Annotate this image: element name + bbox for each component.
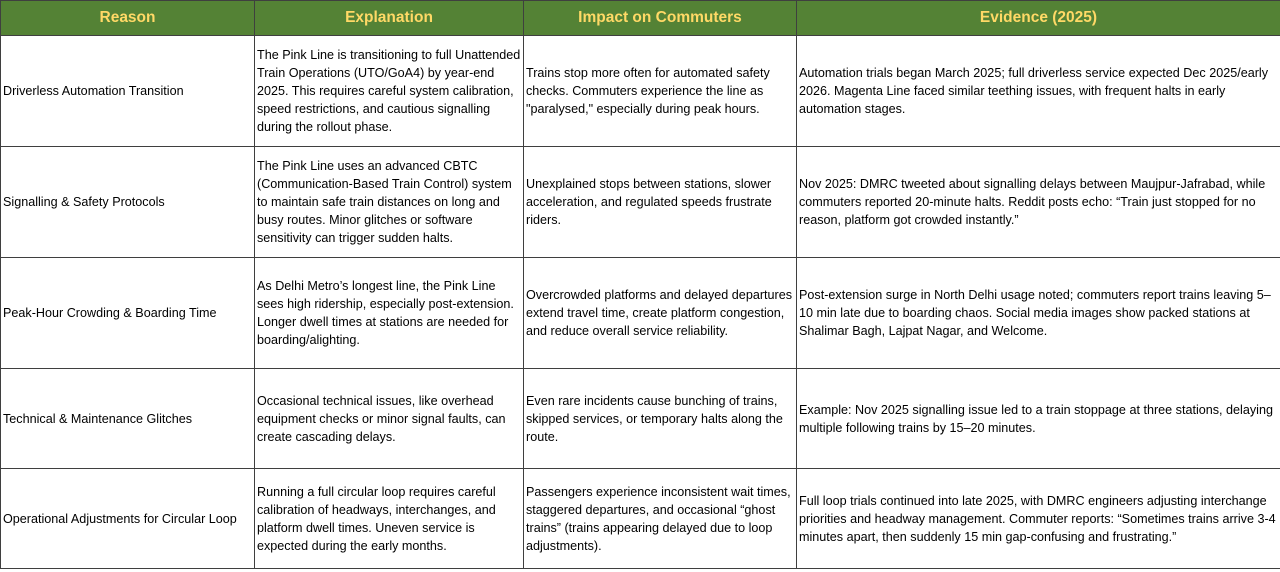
impact-cell: Trains stop more often for automated safety checks. Commuters experience the line as "paralysed," especially during peak hours. bbox=[524, 36, 797, 147]
reason-cell: Peak-Hour Crowding & Boarding Time bbox=[1, 258, 255, 369]
table-row bbox=[1, 369, 1280, 469]
reason-cell: Operational Adjustments for Circular Loop bbox=[1, 469, 255, 569]
reason-cell: Driverless Automation Transition bbox=[1, 36, 255, 147]
impact-cell: Even rare incidents cause bunching of trains, skipped services, or temporary halts along the route. bbox=[524, 369, 797, 469]
evidence-cell: Example: Nov 2025 signalling issue led to a train stoppage at three stations, delaying multiple following trains by 15–20 minutes. bbox=[797, 369, 1280, 469]
evidence-cell: Post-extension surge in North Delhi usage noted; commuters report trains leaving 5–10 min late due to boarding chaos. Social media images show packed stations at Shalimar Bagh, Lajpat Nagar, and Welcome. bbox=[797, 258, 1280, 369]
header-row bbox=[1, 1, 1280, 36]
explanation-cell: The Pink Line uses an advanced CBTC (Communication-Based Train Control) system to maintain safe train distances on long and busy routes. Minor glitches or software sensitivity can trigger sudden halts. bbox=[255, 147, 524, 258]
impact-cell: Unexplained stops between stations, slower acceleration, and regulated speeds frustrate riders. bbox=[524, 147, 797, 258]
table-row bbox=[1, 469, 1280, 569]
header-evidence: Evidence (2025) bbox=[797, 1, 1280, 36]
reason-cell: Signalling & Safety Protocols bbox=[1, 147, 255, 258]
header-explanation: Explanation bbox=[255, 1, 524, 36]
explanation-cell: Running a full circular loop requires careful calibration of headways, interchanges, and platform dwell times. Uneven service is expected during the early months. bbox=[255, 469, 524, 569]
explanation-cell: The Pink Line is transitioning to full Unattended Train Operations (UTO/GoA4) by year-end 2025. This requires careful system calibration, speed restrictions, and cautious signalling during the rollout phase. bbox=[255, 36, 524, 147]
header-reason: Reason bbox=[1, 1, 255, 36]
table-row bbox=[1, 36, 1280, 147]
impact-cell: Passengers experience inconsistent wait times, staggered departures, and occasional “ghost trains” (trains appearing delayed due to loop adjustments). bbox=[524, 469, 797, 569]
impact-cell: Overcrowded platforms and delayed departures extend travel time, create platform congestion, and reduce overall service reliability. bbox=[524, 258, 797, 369]
evidence-cell: Full loop trials continued into late 2025, with DMRC engineers adjusting interchange priorities and headway management. Commuter reports: “Sometimes trains arrive 3-4 minutes apart, then suddenly 15 min gap-confusing and frustrating.” bbox=[797, 469, 1280, 569]
table-row bbox=[1, 147, 1280, 258]
explanation-cell: As Delhi Metro’s longest line, the Pink Line sees high ridership, especially post-extension. Longer dwell times at stations are needed for boarding/alighting. bbox=[255, 258, 524, 369]
header-impact: Impact on Commuters bbox=[524, 1, 797, 36]
table-row bbox=[1, 258, 1280, 369]
explanation-cell: Occasional technical issues, like overhead equipment checks or minor signal faults, can create cascading delays. bbox=[255, 369, 524, 469]
evidence-cell: Nov 2025: DMRC tweeted about signalling delays between Maujpur-Jafrabad, while commuters reported 20-minute halts. Reddit posts echo: “Train just stopped for no reason, platform got crowded instantly.” bbox=[797, 147, 1280, 258]
reason-cell: Technical & Maintenance Glitches bbox=[1, 369, 255, 469]
evidence-cell: Automation trials began March 2025; full driverless service expected Dec 2025/early 2026. Magenta Line faced similar teething issues, with frequent halts in early automation stages. bbox=[797, 36, 1280, 147]
